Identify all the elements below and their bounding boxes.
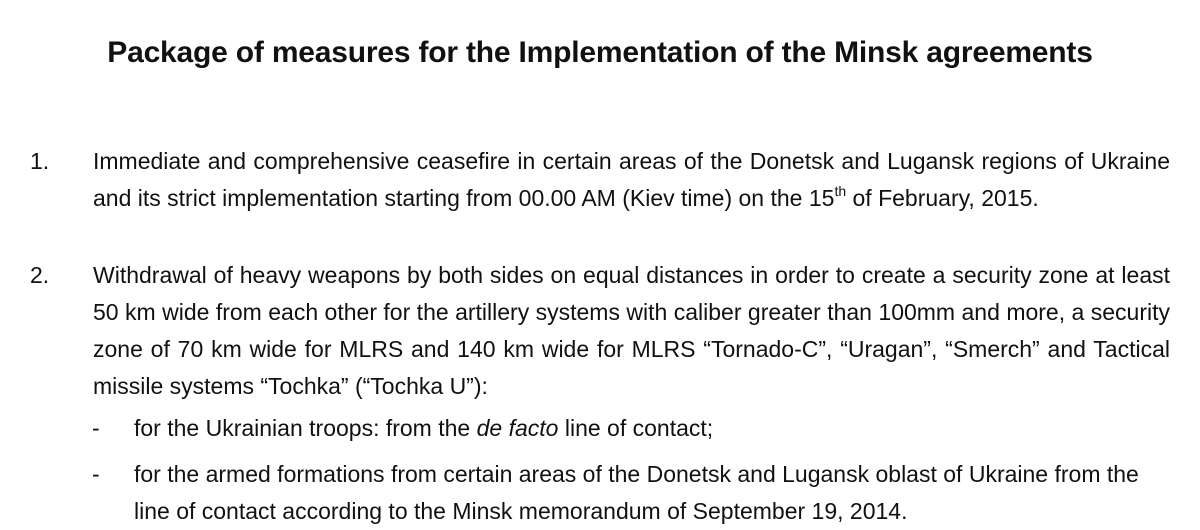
list-item-number: 2. (30, 262, 50, 288)
sub-item-text (134, 410, 1174, 447)
list-item-text-part: of February, 2015. (846, 185, 1039, 211)
sub-item-text: for the armed formations from certain areas of the Donetsk and Lugansk oblast of Ukraine from the line of contact according to the Minsk memorandum of September 19, 2014. (134, 461, 1139, 524)
sub-item-dash: - (92, 461, 100, 487)
list-item-text: Withdrawal of heavy weapons by both sides on equal distances in order to create a security zone at least 50 km wide from each other for the artillery systems with caliber greater than 100mm and more, a security zone of 70 km wide for MLRS and 140 km wide for MLRS “Tornado-C”, “Uragan”, “Smerch” and Tactical missile systems “Tochka” (“Tochka U”): (93, 262, 1170, 399)
sub-item-text-part: line of contact; (558, 415, 714, 441)
sub-item-text-part: for the Ukrainian troops: from the (134, 415, 477, 441)
list-item-text (93, 143, 1170, 217)
document-title: Package of measures for the Implementation of the Minsk agreements (107, 36, 1093, 69)
list-item-number: 1. (30, 148, 50, 174)
sub-item-dash: - (92, 415, 100, 441)
list-item-text-part: Immediate and comprehensive ceasefire in certain areas of the Donetsk and Lugansk regions of Ukraine and its strict implementation starting from 00.00 AM (Kiev time) on the 15 (93, 148, 1170, 211)
ordinal-superscript: th (834, 183, 847, 199)
sub-item-emphasis: de facto (476, 415, 559, 441)
